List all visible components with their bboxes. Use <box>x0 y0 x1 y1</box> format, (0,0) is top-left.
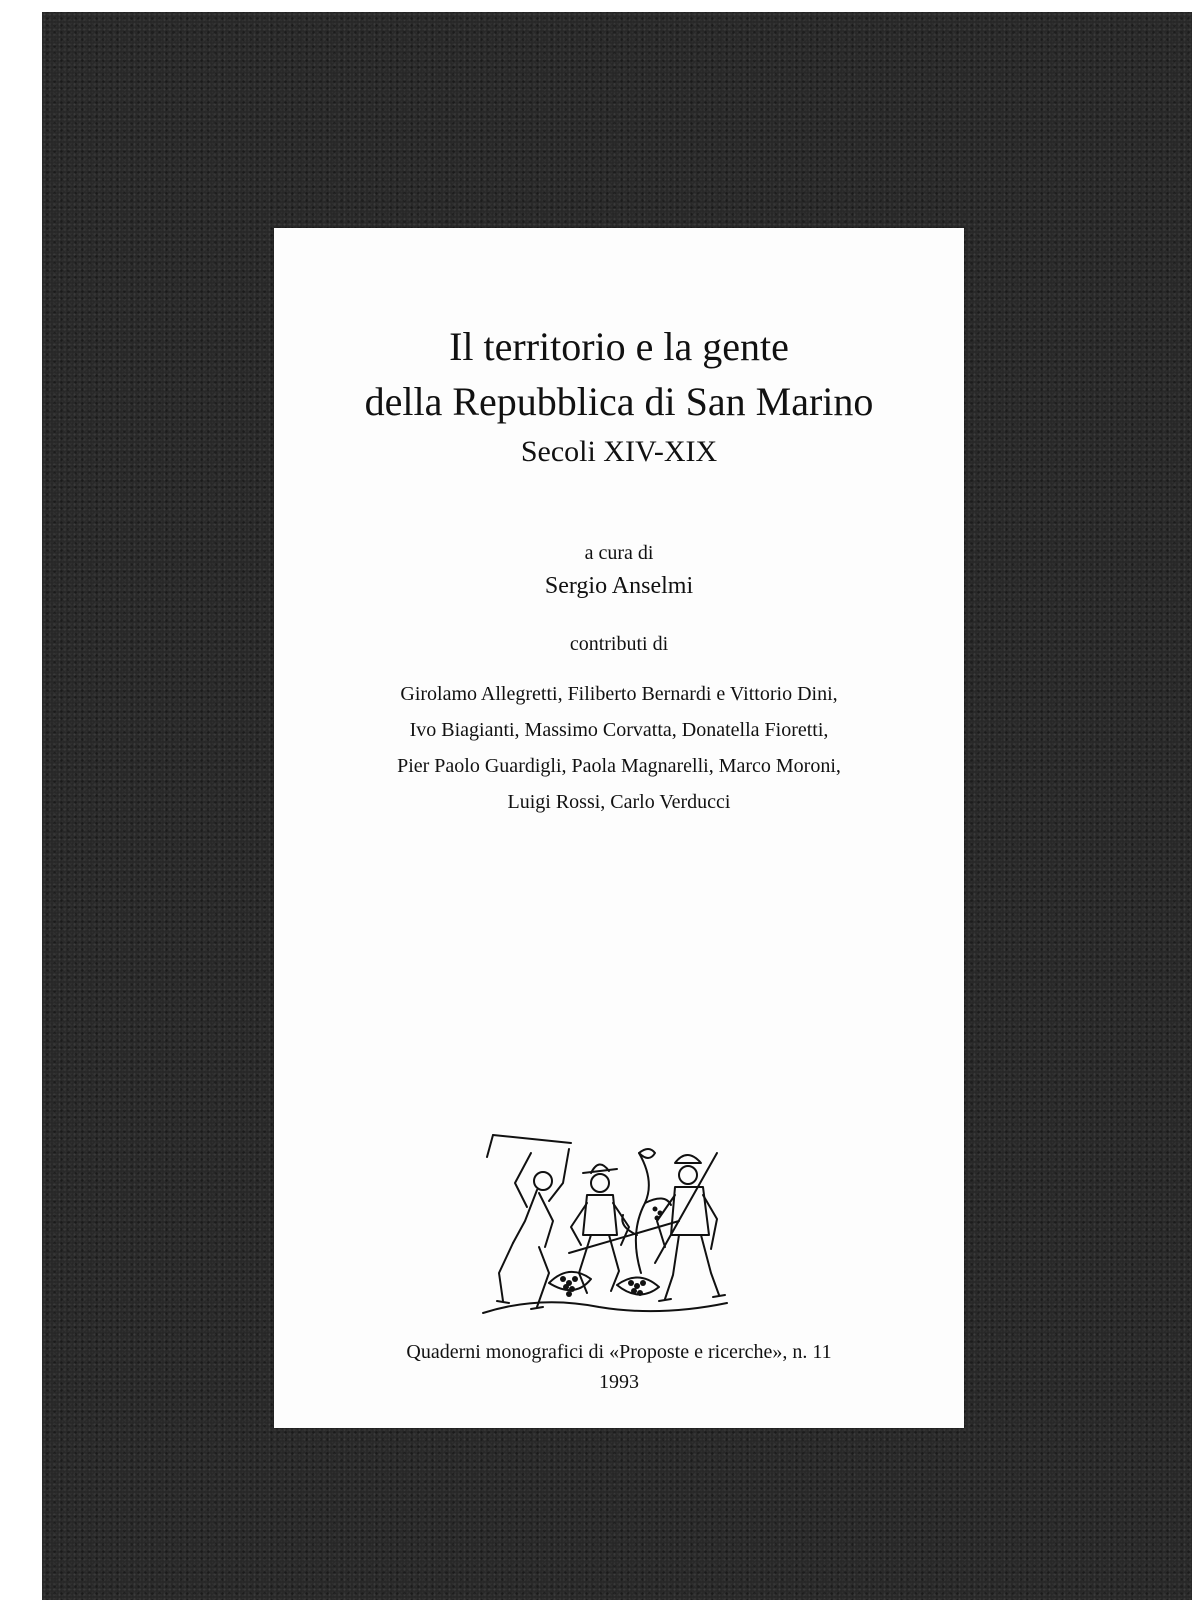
contributors-line: Ivo Biagianti, Massimo Corvatta, Donatella Fioretti, <box>409 719 829 741</box>
series-note: Quaderni monografici di «Proposte e ricerche», n. 11 <box>406 1341 832 1363</box>
title-line-1: Il territorio e la gente <box>449 324 789 369</box>
contributors-label: contributi di <box>569 633 669 655</box>
contributors-line: Pier Paolo Guardigli, Paola Magnarelli, Marco Moroni, <box>397 755 841 777</box>
title-line-2: della Repubblica di San Marino <box>364 379 874 424</box>
subtitle: Secoli XIV-XIX <box>520 435 718 468</box>
contributors-line: Girolamo Allegretti, Filiberto Bernardi e Vittorio Dini, <box>400 683 838 705</box>
cover-label <box>274 228 964 1428</box>
woodcut-farmers-vineyard-icon <box>479 1123 729 1318</box>
edited-by-label: a cura di <box>584 542 654 564</box>
editor-name: Sergio Anselmi <box>544 573 694 599</box>
contributors-line: Luigi Rossi, Carlo Verducci <box>507 791 731 813</box>
contributors-list <box>274 676 964 820</box>
publication-year: 1993 <box>599 1371 639 1393</box>
